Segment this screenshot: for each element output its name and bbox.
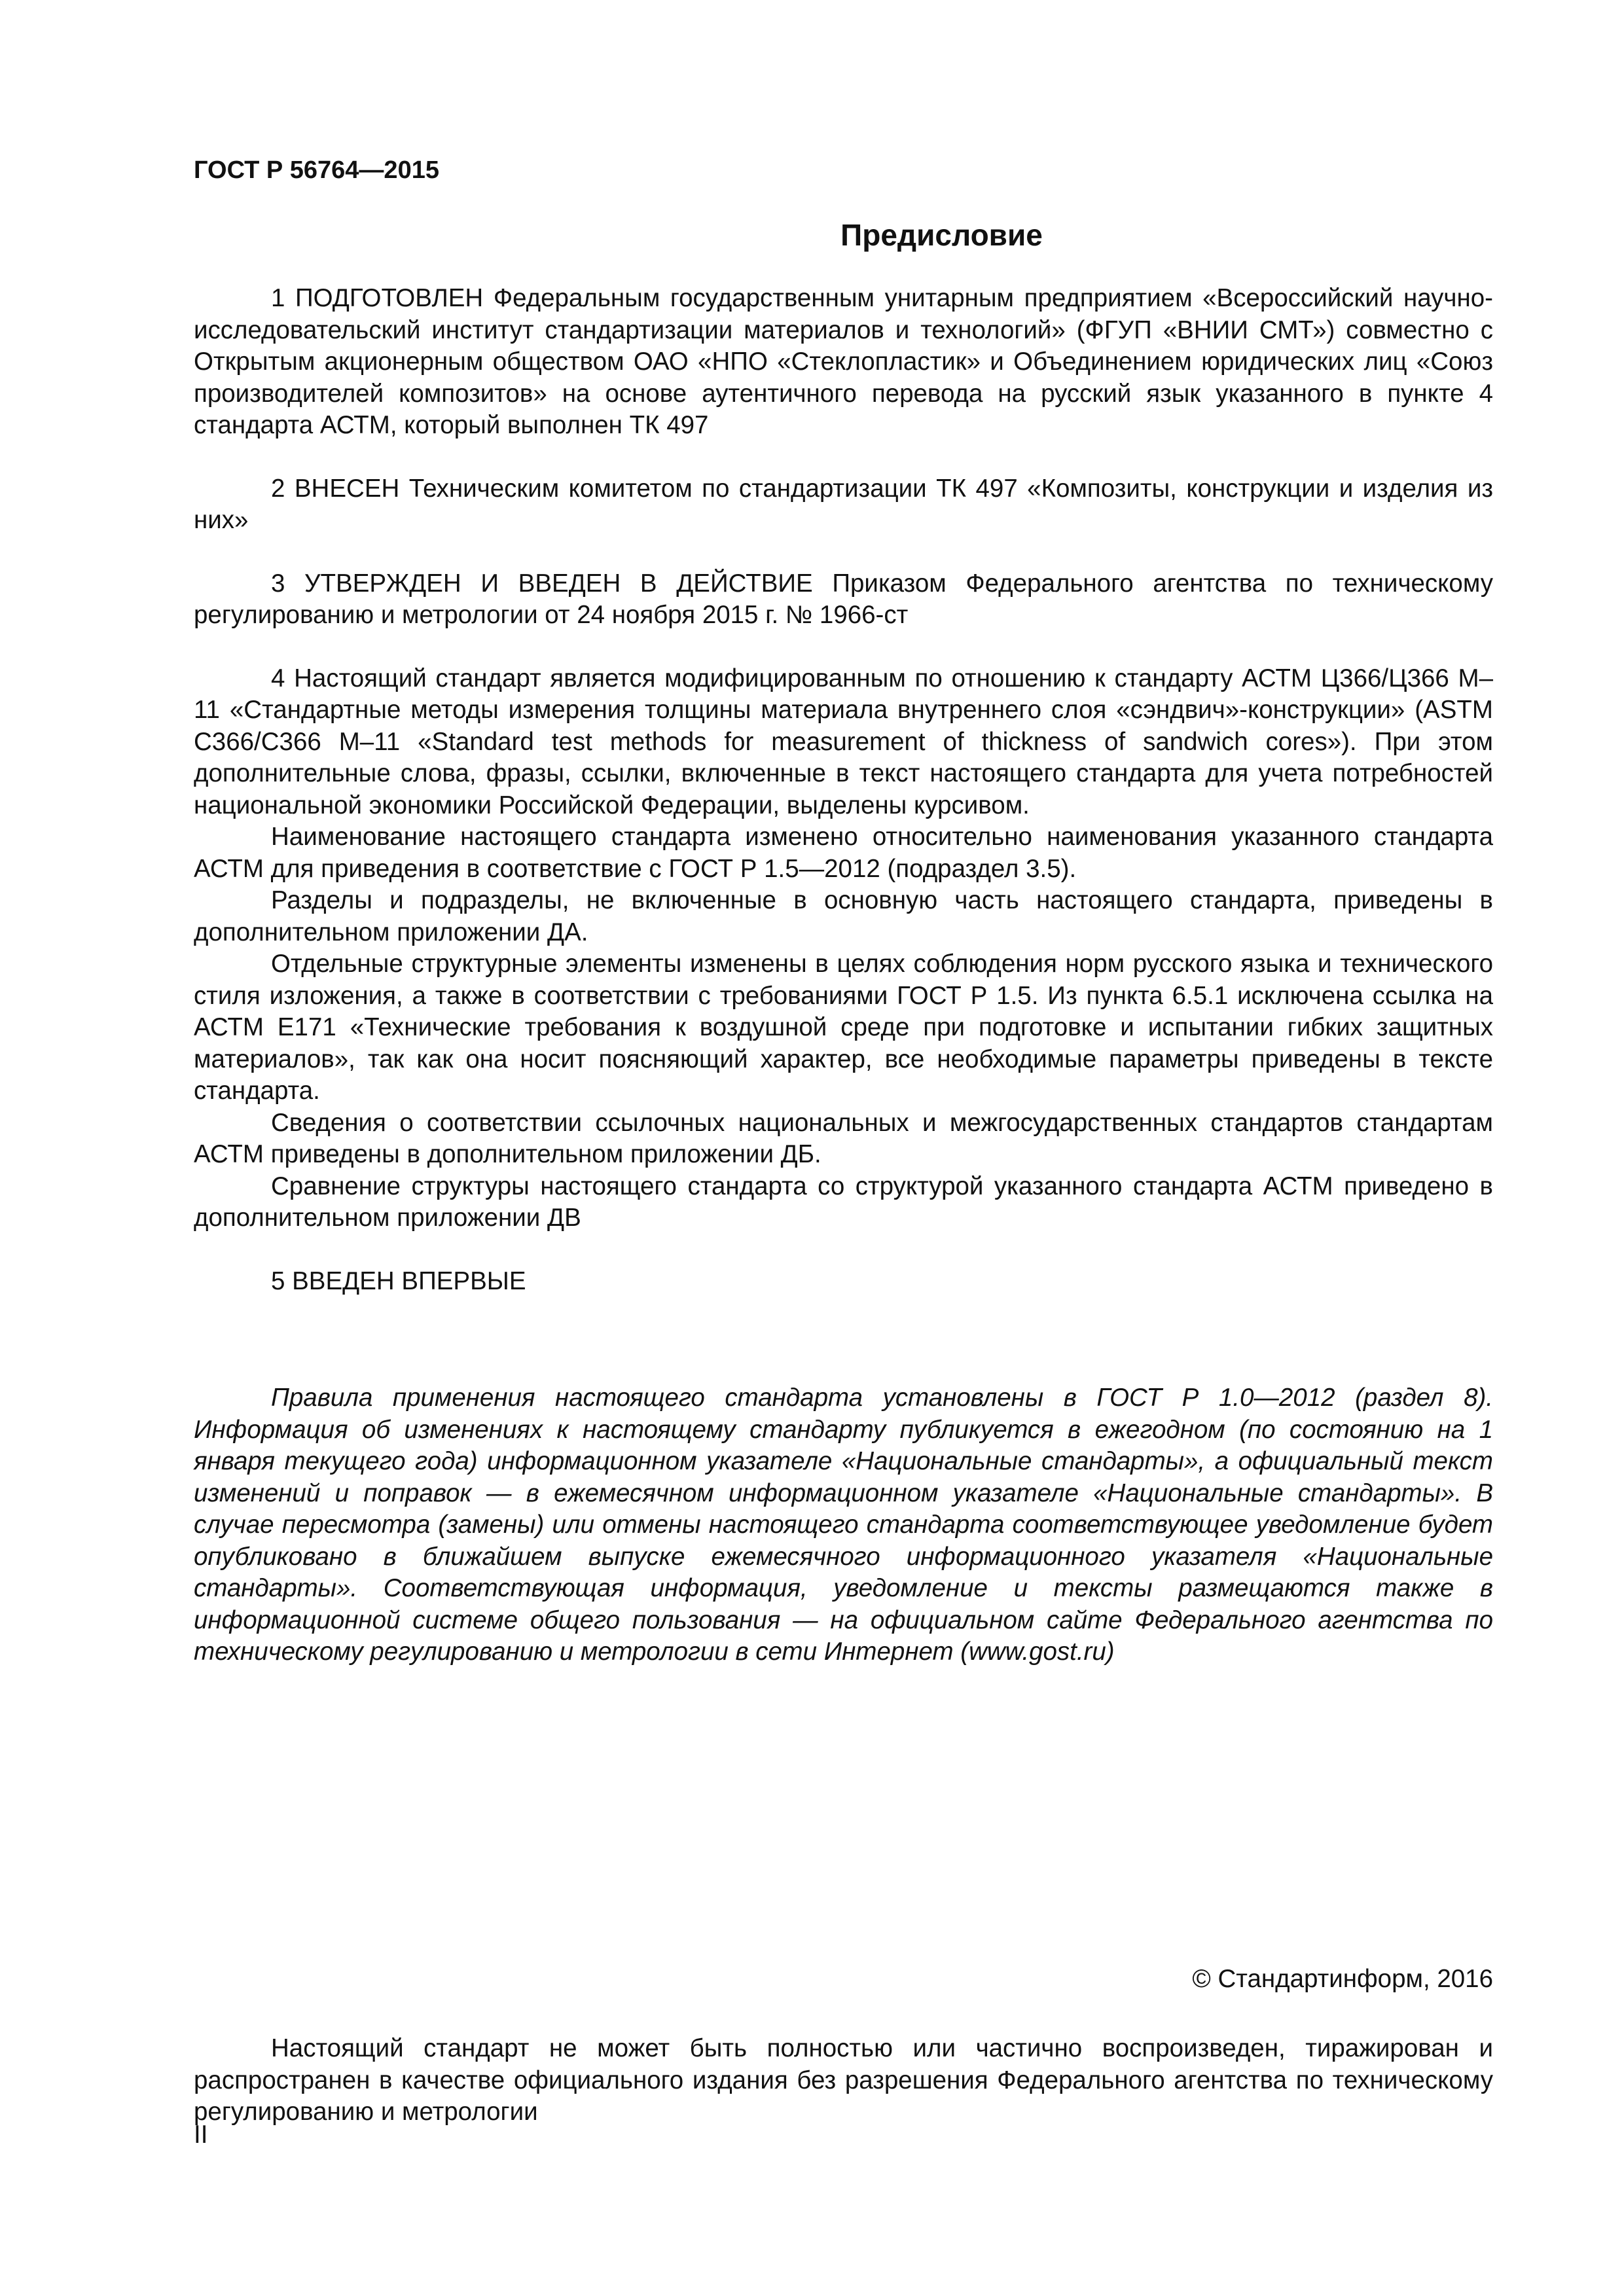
preface-item-3: 3 УТВЕРЖДЕН И ВВЕДЕН В ДЕЙСТВИЕ Приказом Федерального агентства по техническому регулированию и метрологии от 24 ноября 2015 г. № 1966-ст — [194, 569, 1493, 629]
preface-content — [194, 283, 1493, 1668]
preface-item-1: 1 ПОДГОТОВЛЕН Федеральным государственным унитарным предприятием «Всероссийский научно-исследовательский институт стандартизации материалов и технологий» (ФГУП «ВНИИ СМТ») совместно с Открытым акционерным обществом ОАО «НПО «Стеклопластик» и Объединением юридических лиц «Союз производителей композитов» на основе аутентичного перевода на русский язык указанного в пункте 4 стандарта АСТМ, который выполнен ТК 497 — [194, 284, 1493, 439]
preface-item-5: 5 ВВЕДЕН ВПЕРВЫЕ — [271, 1266, 526, 1295]
preface-item-4-paragraph: Отдельные структурные элементы изменены в целях соблюдения норм русского языка и технического стиля изложения, а также в соответствии с требованиями ГОСТ Р 1.5. Из пункта 6.5.1 исключена ссылка на АСТМ Е171 «Технические требования к воздушной среде при подготовке и испытании гибких защитных материалов», так как она носит поясняющий характер, все необходимые параметры приведены в тексте стандарта. — [194, 950, 1493, 1105]
reproduction-notice: Настоящий стандарт не может быть полностью или частично воспроизведен, тиражирован и распространен в качестве официального издания без разрешения Федерального агентства по техническому регулированию и метрологии — [194, 2034, 1493, 2126]
reproduction-notice-block — [194, 2033, 1493, 2128]
page-number: II — [194, 2121, 208, 2149]
preface-item-4: 4 Настоящий стандарт является модифицированным по отношению к стандарту АСТМ Ц366/Ц366 М–11 «Стандартные методы измерения толщины материала внутреннего слоя «сэндвич»-конструкции» (ASTM C366/C366 M–11 «Standard test methods for measurement of thickness of sandwich cores»). При этом дополнительные слова, фразы, ссылки, включенные в текст настоящего стандарта для учета потребностей национальной экономики Российской Федерации, выделены курсивом. — [194, 664, 1493, 819]
preface-title: Предисловие — [840, 218, 1043, 252]
preface-item-4-paragraph: Разделы и подразделы, не включенные в основную часть настоящего стандарта, приведены в дополнительном приложении ДА. — [194, 886, 1493, 946]
document-code: ГОСТ Р 56764—2015 — [194, 156, 439, 184]
preface-item-4-paragraph: Сравнение структуры настоящего стандарта со структурой указанного стандарта АСТМ приведено в дополнительном приложении ДВ — [194, 1172, 1493, 1232]
copyright-notice: © Стандартинформ, 2016 — [1192, 1965, 1493, 1993]
preface-item-4-paragraph: Сведения о соответствии ссылочных национальных и межгосударственных стандартов стандартам АСТМ приведены в дополнительном приложении ДБ. — [194, 1108, 1493, 1168]
preface-item-2: 2 ВНЕСЕН Техническим комитетом по стандартизации ТК 497 «Композиты, конструкции и изделия из них» — [194, 474, 1493, 534]
preface-item-4-paragraph: Наименование настоящего стандарта изменено относительно наименования указанного стандарта АСТМ для приведения в соответствие с ГОСТ Р 1.5—2012 (подраздел 3.5). — [194, 823, 1493, 883]
rules-notice: Правила применения настоящего стандарта установлены в ГОСТ Р 1.0—2012 (раздел 8). Информация об изменениях к настоящему стандарту публикуется в ежегодном (по состоянию на 1 января текущего года) информационном указателе «Национальные стандарты», а официальный текст изменений и поправок — в ежемесячном информационном указателе «Национальные стандарты». В случае пересмотра (замены) или отмены настоящего стандарта соответствующее уведомление будет опубликовано в ближайшем выпуске ежемесячного информационного указателя «Национальные стандарты». Соответствующая информация, уведомление и тексты размещаются также в информационной системе общего пользования — на официальном сайте Федерального агентства по техническому регулированию и метрологии в сети Интернет (www.gost.ru) — [194, 1384, 1493, 1666]
